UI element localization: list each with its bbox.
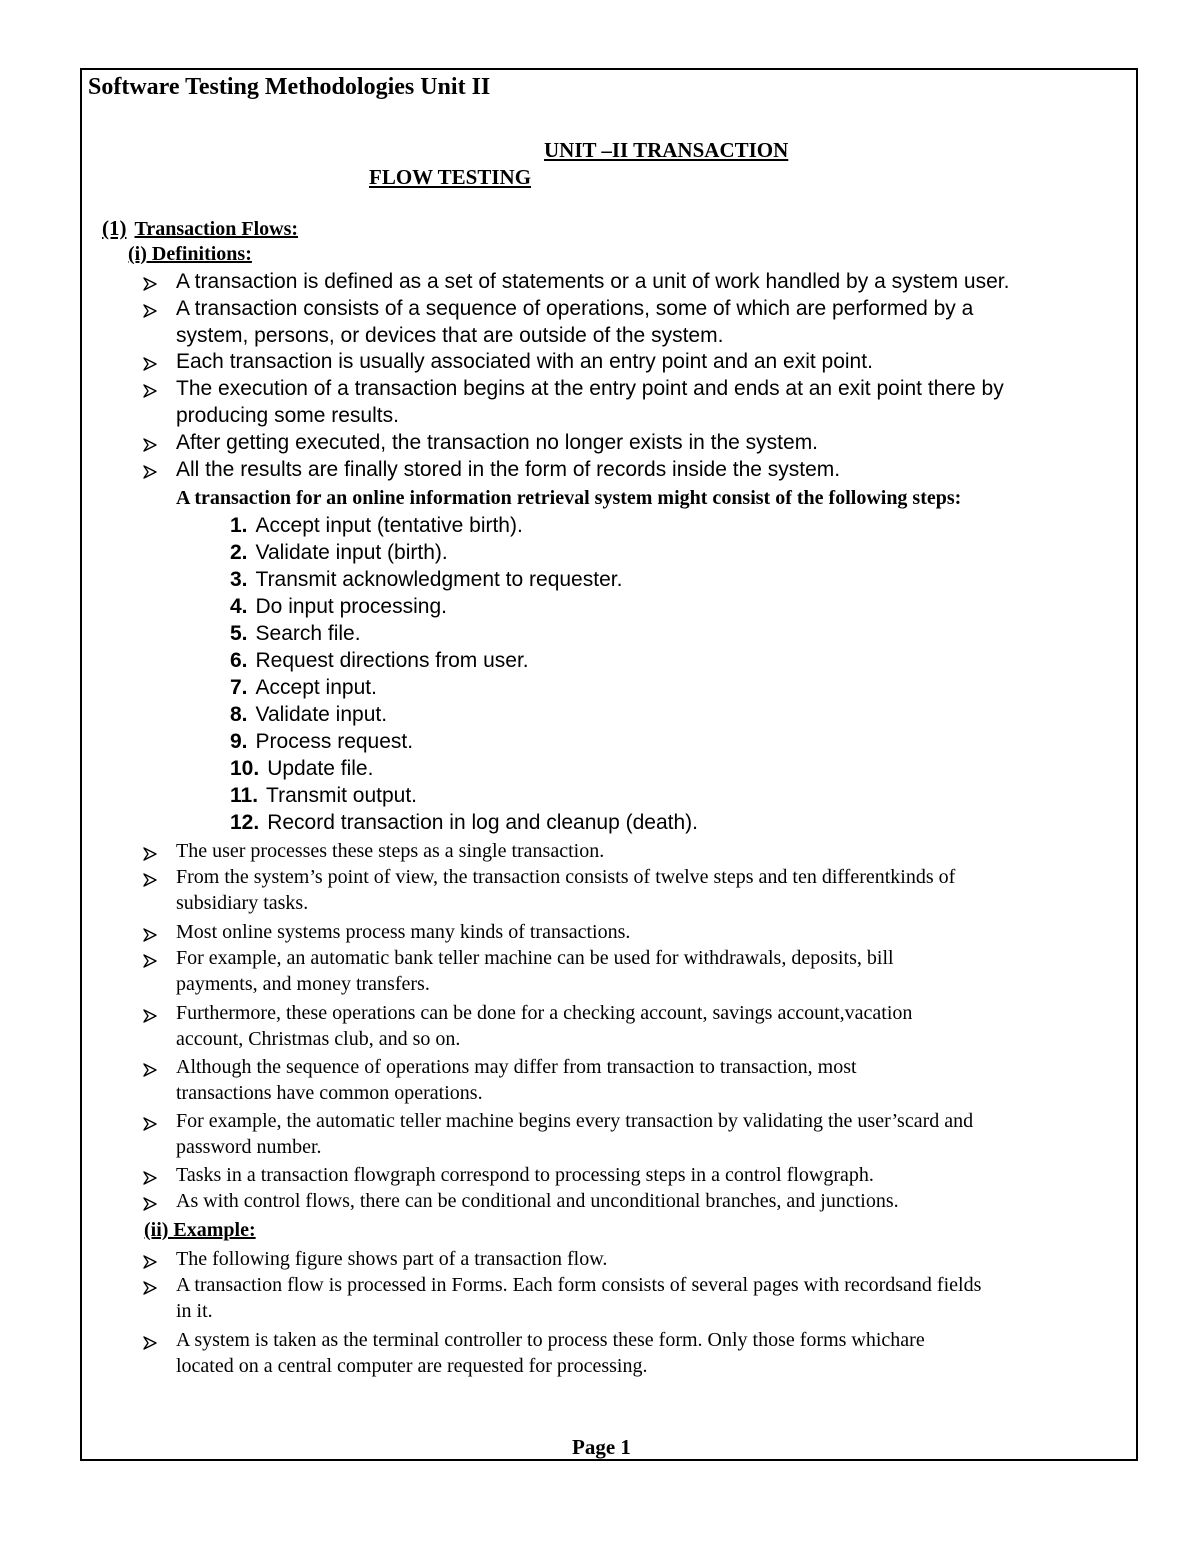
info-bullet-line: From the system’s point of view, the transaction consists of twelve steps and ten differentkinds of — [176, 866, 956, 888]
definition-bullet-line: A transaction is defined as a set of statements or a unit of work handled by a system user. — [176, 270, 1010, 293]
numbered-step — [230, 676, 377, 700]
info-bullet-line: password number. — [176, 1136, 322, 1158]
example-bullet-line: A system is taken as the terminal controller to process these form. Only those forms whichare — [176, 1329, 925, 1351]
arrowhead-bullet-icon — [142, 356, 158, 372]
step-text: Do input processing. — [255, 595, 447, 618]
numbered-step — [230, 541, 448, 565]
unit-title-line2: FLOW TESTING — [369, 165, 532, 189]
step-number: 6. — [230, 649, 248, 672]
step-text: Record transaction in log and cleanup (death). — [267, 811, 698, 834]
numbered-step — [230, 811, 698, 835]
step-number: 11. — [230, 784, 259, 807]
step-text: Validate input. — [255, 703, 388, 726]
section-heading-transaction-flows — [102, 216, 298, 241]
step-text: Accept input (tentative birth). — [255, 514, 523, 537]
steps-intro: A transaction for an online information retrieval system might consist of the following steps: — [176, 487, 962, 509]
page-number: Page 1 — [572, 1435, 631, 1459]
step-text: Validate input (birth). — [255, 541, 448, 564]
info-bullet-line: The user processes these steps as a single transaction. — [176, 840, 605, 862]
example-bullet-line: The following figure shows part of a transaction flow. — [176, 1248, 608, 1270]
arrowhead-bullet-icon — [142, 303, 158, 319]
numbered-step — [230, 514, 523, 538]
info-bullet-line: subsidiary tasks. — [176, 892, 309, 914]
numbered-step — [230, 649, 529, 673]
numbered-step — [230, 568, 622, 592]
subheading-example: (ii) Example: — [144, 1219, 256, 1241]
arrowhead-bullet-icon — [142, 927, 158, 943]
definition-bullet-line: system, persons, or devices that are outside of the system. — [176, 324, 724, 347]
info-bullet-line: Tasks in a transaction flowgraph correspond to processing steps in a control flowgraph. — [176, 1164, 874, 1186]
arrowhead-bullet-icon — [142, 846, 158, 862]
step-number: 9. — [230, 730, 248, 753]
info-bullet-line: Furthermore, these operations can be done for a checking account, savings account,vacation — [176, 1002, 913, 1024]
step-number: 2. — [230, 541, 248, 564]
arrowhead-bullet-icon — [142, 437, 158, 453]
step-number: 4. — [230, 595, 248, 618]
info-bullet-line: As with control flows, there can be conditional and unconditional branches, and junctions. — [176, 1190, 899, 1212]
step-number: 7. — [230, 676, 248, 699]
numbered-step — [230, 784, 417, 808]
definition-bullet-line: All the results are finally stored in the form of records inside the system. — [176, 458, 841, 481]
info-bullet-line: Most online systems process many kinds of transactions. — [176, 921, 631, 943]
subheading-definitions: (i) Definitions: — [128, 243, 252, 265]
step-number: 5. — [230, 622, 248, 645]
arrowhead-bullet-icon — [142, 1254, 158, 1270]
definition-bullet-line: After getting executed, the transaction no longer exists in the system. — [176, 431, 819, 454]
info-bullet-line: transactions have common operations. — [176, 1082, 483, 1104]
arrowhead-bullet-icon — [142, 1280, 158, 1296]
step-number: 10. — [230, 757, 260, 780]
arrowhead-bullet-icon — [142, 1116, 158, 1132]
unit-title-line1: UNIT –II TRANSACTION — [544, 138, 789, 162]
arrowhead-bullet-icon — [142, 276, 158, 292]
step-text: Transmit output. — [266, 784, 417, 807]
arrowhead-bullet-icon — [142, 1196, 158, 1212]
example-bullet-line: located on a central computer are requested for processing. — [176, 1355, 648, 1377]
definition-bullet-line: producing some results. — [176, 404, 399, 427]
arrowhead-bullet-icon — [142, 1008, 158, 1024]
arrowhead-bullet-icon — [142, 464, 158, 480]
numbered-step — [230, 730, 413, 754]
example-bullet-line: in it. — [176, 1300, 213, 1322]
info-bullet-line: For example, an automatic bank teller machine can be used for withdrawals, deposits, bill — [176, 947, 894, 969]
example-bullet-line: A transaction flow is processed in Forms. Each form consists of several pages with recordsand fields — [176, 1274, 982, 1296]
step-number: 12. — [230, 811, 260, 834]
step-text: Transmit acknowledgment to requester. — [255, 568, 623, 591]
definition-bullet-line: Each transaction is usually associated with an entry point and an exit point. — [176, 350, 873, 373]
step-number: 1. — [230, 514, 248, 537]
section-title: Transaction Flows: — [134, 218, 299, 240]
arrowhead-bullet-icon — [142, 953, 158, 969]
info-bullet-line: payments, and money transfers. — [176, 973, 430, 995]
numbered-step — [230, 622, 361, 646]
arrowhead-bullet-icon — [142, 1062, 158, 1078]
step-text: Search file. — [255, 622, 361, 645]
section-number: (1) — [102, 216, 127, 240]
step-text: Update file. — [267, 757, 374, 780]
step-number: 3. — [230, 568, 248, 591]
info-bullet-line: For example, the automatic teller machine begins every transaction by validating the user’scard and — [176, 1110, 974, 1132]
arrowhead-bullet-icon — [142, 1335, 158, 1351]
document-header-title: Software Testing Methodologies Unit II — [88, 74, 491, 100]
definition-bullet-line: A transaction consists of a sequence of operations, some of which are performed by a — [176, 297, 974, 320]
numbered-step — [230, 703, 387, 727]
step-number: 8. — [230, 703, 248, 726]
numbered-step — [230, 757, 373, 781]
numbered-step — [230, 595, 447, 619]
arrowhead-bullet-icon — [142, 383, 158, 399]
step-text: Accept input. — [255, 676, 377, 699]
arrowhead-bullet-icon — [142, 1170, 158, 1186]
definition-bullet-line: The execution of a transaction begins at the entry point and ends at an exit point there by — [176, 377, 1004, 400]
info-bullet-line: account, Christmas club, and so on. — [176, 1028, 461, 1050]
arrowhead-bullet-icon — [142, 872, 158, 888]
info-bullet-line: Although the sequence of operations may differ from transaction to transaction, most — [176, 1056, 857, 1078]
step-text: Request directions from user. — [255, 649, 529, 672]
step-text: Process request. — [255, 730, 414, 753]
